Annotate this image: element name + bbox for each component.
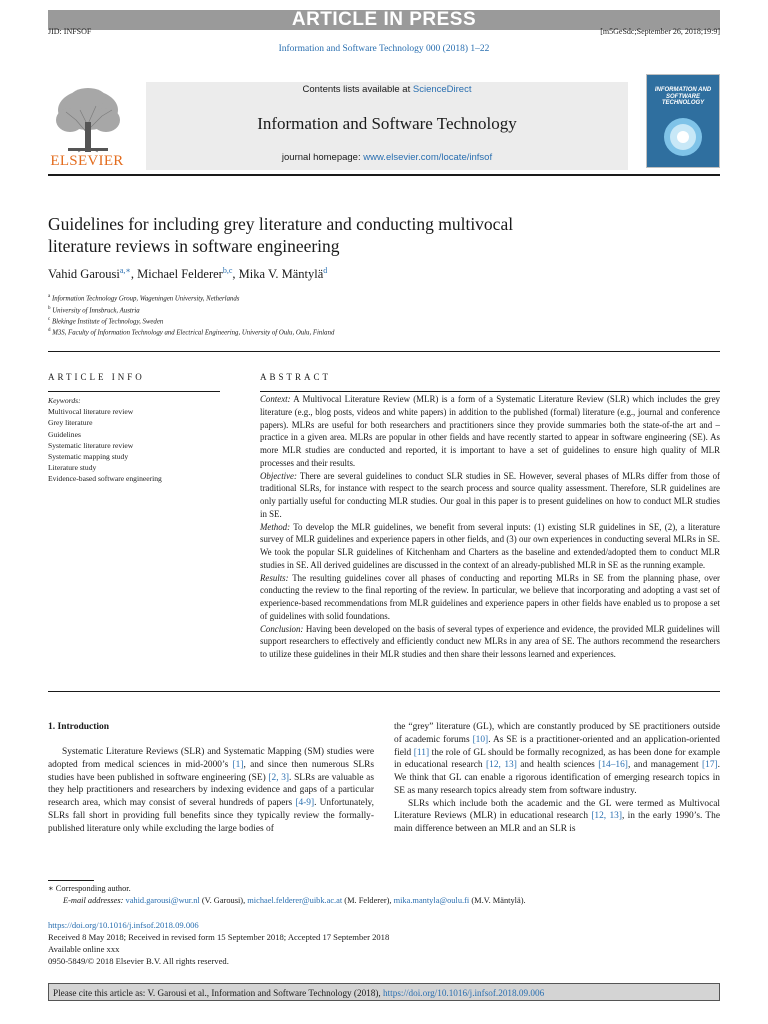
available-online: Available online xxx — [48, 944, 120, 954]
citation-link[interactable]: [2, 3] — [268, 772, 290, 783]
journal-homepage-link[interactable]: www.elsevier.com/locate/infsof — [363, 152, 493, 163]
corresponding-author-note: ∗ Corresponding author. — [48, 884, 131, 893]
article-info-rule — [48, 391, 220, 392]
paper-title-line-1: Guidelines for including grey literature and conducting multivocal — [48, 214, 514, 234]
abstract-rule — [260, 391, 720, 392]
keyword-item: Grey literature — [48, 418, 93, 428]
email-link[interactable]: mika.mantyla@oulu.fi — [393, 896, 470, 905]
doi-link[interactable]: https://doi.org/10.1016/j.infsof.2018.09.006 — [48, 920, 199, 930]
header-rule — [48, 174, 720, 176]
homepage-prefix: journal homepage: — [281, 152, 364, 163]
author-name: Michael Felderer — [137, 267, 223, 282]
keyword-item: Systematic mapping study — [48, 452, 129, 462]
journal-header — [48, 74, 720, 174]
intro-paragraph-continued: the “grey” literature (GL), which are constantly produced by SE practitioners outside of academic forums [10]. As SE is a practitioner-oriented and an application-oriented field [11] the role of GL should be formally recognized, as has been done for example in educational research [12, 13] and health sciences [14–16], and management [17]. We think that GL can enable a rigorous identification of emerging research topics in SE as many research topics already stem from software industry. — [394, 722, 721, 796]
abstract-end-rule — [48, 691, 720, 692]
introduction-heading: 1. Introduction — [48, 722, 110, 732]
article-in-press-banner: ARTICLE IN PRESS — [48, 10, 720, 30]
author-affiliation-mark[interactable]: d — [323, 266, 328, 275]
abstract-conclusion: Conclusion: Having been developed on the basis of several types of experience and evidence, the provided MLR guidelines will support researchers to effectively and efficiently conduct new MLRs in any area of SE. The authors recommend the researchers to utilize these guidelines in their MLR studies and then share their lessons learned and experiences. — [260, 623, 720, 659]
keyword-item: Evidence-based software engineering — [48, 474, 162, 484]
manuscript-stamp: [m5GeSdc;September 26, 2018;19:9] — [600, 27, 720, 36]
abstract-objective: Objective: There are several guidelines to conduct SLR studies in SE. However, several phases of MLRs differ from those of traditional SLRs, for instance with respect to the search process and source quality assessment. Therefore, SLR guidelines are only partially useful for conducting MLR studies. Our goal in this paper is to present guidelines on how to conduct MLR studies in SE. — [260, 470, 720, 519]
citation-link[interactable]: [4-9] — [295, 798, 315, 808]
paper-title-line-2: literature reviews in software engineering — [48, 236, 340, 256]
keyword-item: Literature study — [48, 463, 97, 473]
citation-link[interactable]: [12, 13] — [591, 811, 622, 822]
received-dates: Received 8 May 2018; Received in revised form 15 September 2018; Accepted 17 September 2018 — [48, 932, 390, 942]
body-column-left — [48, 746, 374, 835]
elsevier-wordmark: ELSEVIER — [50, 153, 124, 169]
cite-doi-link[interactable]: https://doi.org/10.1016/j.infsof.2018.09.006 — [383, 988, 545, 998]
keyword-item: Systematic literature review — [48, 440, 134, 450]
author-separator: , — [130, 267, 138, 282]
email-link[interactable]: vahid.garousi@wur.nl — [125, 896, 200, 905]
contents-available-line — [146, 84, 628, 95]
email-addresses: E-mail addresses: vahid.garousi@wur.nl (V. Garousi), michael.felderer@uibk.ac.at (M. Felderer), mika.mantyla@oulu.fi (M.V. Mäntylä). — [63, 896, 526, 905]
affiliation-b: $^b$ University of Innsbruck, Austria — [48, 306, 140, 315]
abstract-method: Method: To develop the MLR guidelines, we benefit from several inputs: (1) existing SLR guidelines in SE, (2), a literature survey of MLR guidelines and experience papers in other fields, and (3) our own experiences in conducting several MLRs in SE. We took the popular SLR guidelines of Kitchenham and Charters as the baseline and extended/adopted them to conduct MLR studies in SE. All derived guidelines are discussed in the context of an already-published MLR in SE as the running example. — [260, 521, 720, 570]
author-list — [48, 266, 648, 282]
journal-citation-line[interactable]: Information and Software Technology 000 (2018) 1–22 — [278, 44, 490, 54]
journal-homepage-line — [146, 152, 628, 163]
journal-title: Information and Software Technology — [257, 114, 517, 133]
citation-link[interactable]: [10] — [472, 734, 489, 745]
keyword-item: Multivocal literature review — [48, 407, 134, 417]
author-separator: , — [232, 267, 239, 282]
keywords-list — [48, 395, 162, 485]
author-affiliation-mark[interactable]: a,∗ — [119, 266, 131, 275]
cover-globe-icon — [659, 115, 707, 159]
journal-cover-image — [646, 74, 720, 168]
abstract-context: Context: A Multivocal Literature Review (MLR) is a form of a Systematic Literature Review (SLR) which includes the grey literature (e.g., blog posts, videos and white papers) in addition to the published (formal) literature (e.g., journal and conference papers). MLRs are useful for both researchers and practitioners since they provide summaries both the state-of-the art and –practice in a given area. MLRs are popular in other fields and have recently started to appear in software engineering (SE). As more MLR studies are conducted and reported, it is important to have a set of guidelines to ensure high quality of MLR processes and their results. — [260, 394, 720, 468]
keywords-label: Keywords: — [48, 396, 81, 405]
author-name: Vahid Garousi — [48, 267, 120, 282]
body-column-right — [394, 721, 720, 836]
abstract-results: Results: The resulting guidelines cover all phases of conducting and reporting MLRs in SE from the planning phase, over conducting the review to the final reporting of the review. In particular, we believe that incorporating and adopting a vast set of experience-based recommendations from MLR guidelines and experience papers in other fields have enabled us to propose a set of guidelines with solid foundations. — [260, 572, 720, 621]
author-affiliation-mark[interactable]: b,c — [222, 266, 233, 275]
abstract-body — [260, 393, 720, 661]
paper-title — [48, 213, 608, 257]
email-link[interactable]: michael.felderer@uibk.ac.at — [247, 896, 343, 905]
copyright-line: 0950-5849/© 2018 Elsevier B.V. All rights reserved. — [48, 956, 229, 966]
cite-prefix: Please cite this article as: V. Garousi et al., Information and Software Technology (2018), — [53, 988, 384, 998]
cite-this-article-bar — [48, 983, 720, 1001]
citation-link[interactable]: [1] — [232, 759, 244, 770]
citation-link[interactable]: [11] — [413, 747, 430, 758]
author-name: Mika V. Mäntylä — [238, 267, 324, 282]
footnote-rule — [48, 880, 94, 881]
journal-info-panel — [146, 82, 628, 170]
affiliation-c: $^c$ Blekinge Institute of Technology, Sweden — [48, 317, 164, 326]
keyword-item: Guidelines — [48, 429, 81, 439]
contents-prefix: Contents lists available at — [302, 84, 413, 95]
intro-paragraph: Systematic Literature Reviews (SLR) and Systematic Mapping (SM) studies were adopted from medical sciences in mid-2000’s [1], and since then numerous SLRs studies have been published in software engineering (SE) [2, 3]. SLRs are valuable as they help practitioners and researchers by indexing evidence and gaps of a particular research area, which may consist of several hundreds of papers [4-9]. Unfortunately, SLRs fall short in providing full benefits since they typically review the formally-published literature only while excluding the large bodies of — [48, 747, 374, 834]
sciencedirect-link[interactable]: ScienceDirect — [412, 84, 472, 95]
citation-link[interactable]: [14–16] — [598, 760, 628, 771]
title-block-rule — [48, 351, 720, 352]
cover-title: INFORMATION AND SOFTWARE TECHNOLOGY — [654, 87, 712, 106]
abstract-heading: ABSTRACT — [260, 372, 332, 382]
jid-label: JID: INFSOF — [48, 27, 92, 36]
citation-link[interactable]: [12, 13] — [486, 760, 517, 771]
affiliation-d: $^d$ M3S, Faculty of Information Technology and Electrical Engineering, University of Oulu, Oulu, Finland — [48, 328, 335, 337]
affiliation-a: $^a$ Information Technology Group, Wageningen University, Netherlands — [48, 294, 240, 303]
intro-paragraph: SLRs which include both the academic and the GL were termed as Multivocal Literature Reviews (MLR) in educational research [12, 13], in the early 1990’s. The main difference between an MLR and an SLR is — [394, 798, 721, 834]
citation-link[interactable]: [17] — [702, 760, 718, 771]
article-info-heading: ARTICLE INFO — [48, 372, 145, 382]
